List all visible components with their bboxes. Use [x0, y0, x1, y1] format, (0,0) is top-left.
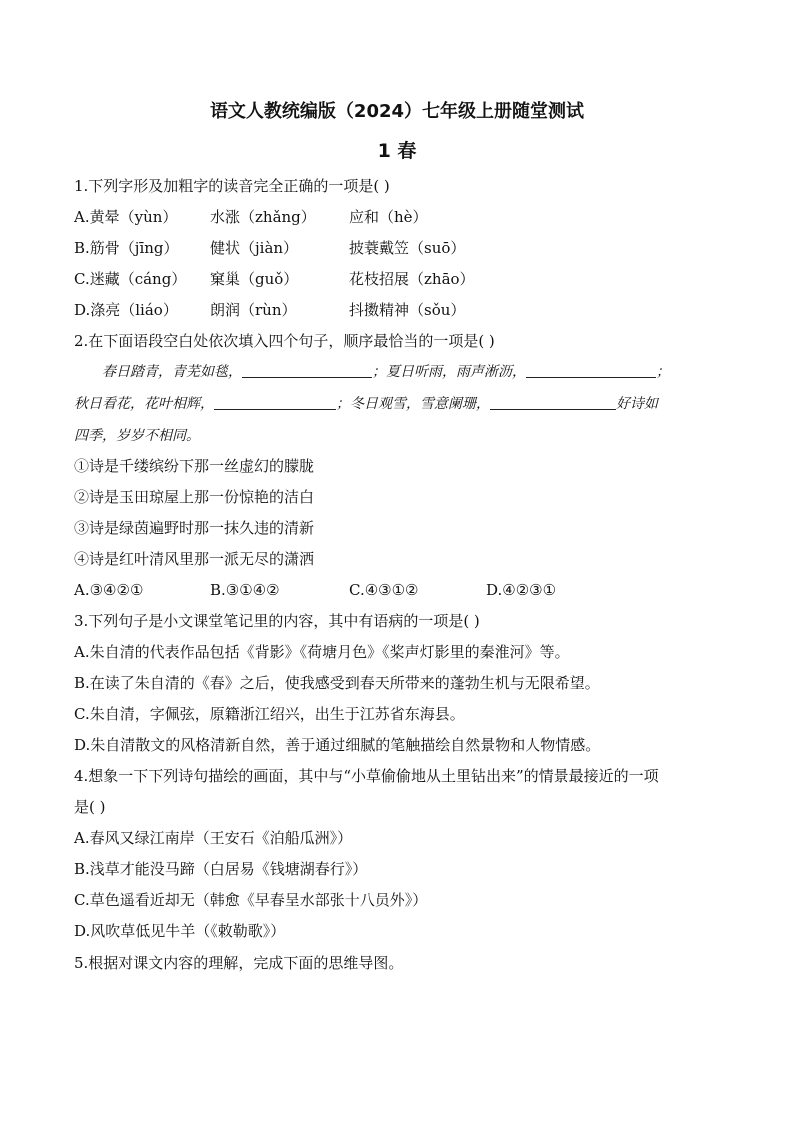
lesson-title: 1 春 [377, 140, 417, 162]
q4-option-c: C.草色遥看近却无（韩愈《早春呈水部张十八员外》） [74, 891, 428, 909]
q2-option-d: D.④②③① [486, 581, 557, 599]
q1-option-c: C.迷藏（cáng） [74, 270, 187, 288]
q3-option-b: B.在读了朱自清的《春》之后，使我感受到春天所带来的蓬勃生机与无限希望。 [74, 674, 600, 692]
q2-passage-part: 春日踏青，青芜如毯， [102, 364, 242, 380]
q2-option-a: A.③④②① [74, 581, 144, 599]
q3-option-a: A.朱自清的代表作品包括《背影》《荷塘月色》《桨声灯影里的秦淮河》等。 [74, 643, 570, 661]
q4-option-a: A.春风又绿江南岸（王安石《泊船瓜洲》） [74, 829, 353, 847]
q1-option-d-word3: 抖擞精神（sǒu） [349, 301, 466, 319]
q1-option-b: B.筋骨（jīng） [74, 239, 179, 257]
q2-passage-part: ；夏日听雨，雨声淅沥， [372, 364, 526, 380]
question-3-stem: 3.下列句子是小文课堂笔记里的内容，其中有语病的一项是( ) [74, 612, 480, 630]
q2-passage-line2 [74, 389, 724, 420]
q2-sentence-1: ①诗是千缕缤纷下那一丝虚幻的朦胧 [74, 457, 315, 475]
question-4-stem: 4.想象一下下列诗句描绘的画面，其中与“小草偷偷地从土里钻出来”的情景最接近的一项 [74, 767, 659, 785]
q2-passage-part: 好诗如 [616, 396, 658, 412]
q2-passage-line3: 四季，岁岁不相同。 [74, 428, 200, 444]
q1-option-a-word3: 应和（hè） [349, 208, 428, 226]
q2-passage-part: ； [656, 364, 670, 380]
question-4-stem-cont: 是( ) [74, 798, 106, 816]
question-2-stem: 2.在下面语段空白处依次填入四个句子，顺序最恰当的一项是( ) [74, 332, 495, 350]
question-1-stem: 1.下列字形及加粗字的读音完全正确的一项是( ) [74, 177, 390, 195]
fill-blank-2[interactable] [526, 363, 656, 378]
q1-option-d: D.涤亮（liáo） [74, 301, 178, 319]
q4-option-d: D.风吹草低见牛羊（《敕勒歌》） [74, 922, 286, 940]
question-5-stem: 5.根据对课文内容的理解，完成下面的思维导图。 [74, 954, 404, 972]
q3-option-d: D.朱自清散文的风格清新自然，善于通过细腻的笔触描绘自然景物和人物情感。 [74, 736, 601, 754]
q3-option-c: C.朱自清，字佩弦，原籍浙江绍兴，出生于江苏省东海县。 [74, 705, 465, 723]
q2-passage-part: ；冬日观雪，雪意阑珊， [336, 396, 490, 412]
q4-option-b: B.浅草才能没马蹄（白居易《钱塘湖春行》） [74, 860, 368, 878]
q2-passage-part: 秋日看花，花叶相辉， [74, 396, 214, 412]
q1-option-c-word3: 花枝招展（zhāo） [349, 270, 475, 288]
page-title: 语文人教统编版（2024）七年级上册随堂测试 [209, 101, 585, 122]
q1-option-a-word2: 水涨（zhǎng） [210, 208, 316, 226]
fill-blank-3[interactable] [214, 395, 336, 410]
q1-option-a: A.黄晕（yùn） [74, 208, 178, 226]
q1-option-c-word2: 窠巢（guǒ） [210, 270, 299, 288]
q2-sentence-4: ④诗是红叶清风里那一派无尽的潇洒 [74, 550, 315, 568]
fill-blank-4[interactable] [490, 395, 616, 410]
fill-blank-1[interactable] [242, 363, 372, 378]
q2-sentence-2: ②诗是玉田琼屋上那一份惊艳的洁白 [74, 488, 315, 506]
q2-passage [74, 357, 724, 388]
q2-option-c: C.④③①② [349, 581, 419, 599]
q2-option-b: B.③①④② [210, 581, 280, 599]
q1-option-b-word3: 披蓑戴笠（suō） [349, 239, 466, 257]
q1-option-b-word2: 健状（jiàn） [210, 239, 299, 257]
q1-option-d-word2: 朗润（rùn） [210, 301, 297, 319]
q2-sentence-3: ③诗是绿茵遍野时那一抹久违的清新 [74, 519, 315, 537]
